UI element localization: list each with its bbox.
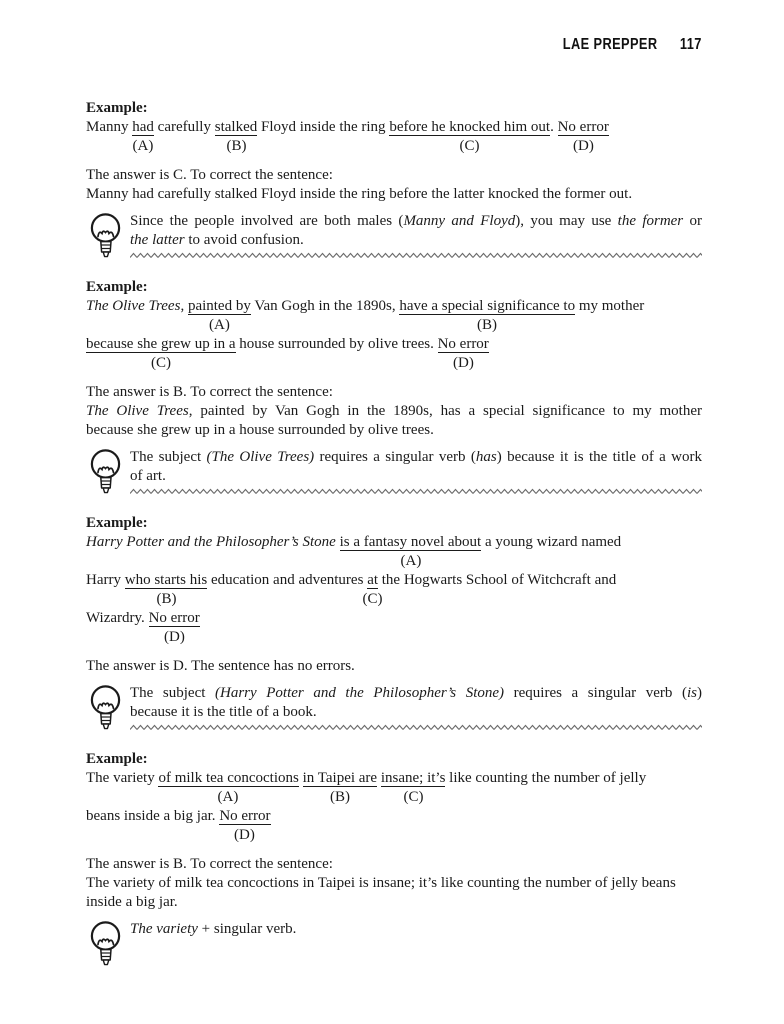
choice-label: (C)	[459, 138, 480, 154]
text-segment: ,	[180, 298, 188, 314]
text-segment: Van Gogh in the 1890s,	[250, 298, 400, 314]
choice-label-row	[86, 354, 702, 373]
question-line	[86, 807, 702, 826]
example-block	[86, 99, 702, 261]
choice-label-row	[86, 316, 702, 335]
text-segment: because it is the title of a book.	[130, 704, 317, 720]
choice-label: (C)	[403, 789, 424, 805]
example-block	[86, 750, 702, 969]
choice-label: (B)	[330, 789, 350, 805]
choice-label: (C)	[151, 355, 171, 371]
choice-label-row	[86, 552, 702, 571]
tip-box	[86, 684, 702, 733]
text-segment: The answer is C. To correct the sentence:	[86, 167, 333, 183]
underlined-segment: No error	[219, 808, 271, 824]
tip-text	[130, 684, 702, 731]
wavy-rule	[130, 252, 702, 259]
text-segment: beans inside a big jar.	[86, 808, 220, 824]
text-segment: a young wizard named	[481, 534, 622, 550]
question-line	[86, 769, 702, 788]
text-segment: )	[697, 685, 702, 701]
choice-label-row	[86, 590, 702, 609]
example-heading: Example:	[86, 279, 148, 295]
answer-line	[86, 893, 702, 912]
tip-box	[86, 212, 702, 261]
choice-label: (B)	[226, 138, 247, 154]
underlined-segment: stalked	[214, 119, 258, 135]
wavy-rule	[130, 724, 702, 731]
italic-segment: the latter	[130, 232, 185, 248]
choice-label-row	[86, 788, 702, 807]
tip-text	[130, 212, 702, 259]
text-segment: The answer is B. To correct the sentence:	[86, 856, 333, 872]
page-content	[86, 99, 702, 969]
text-segment: or	[683, 213, 702, 229]
text-segment: ), you may use	[515, 213, 618, 229]
lightbulb-icon	[88, 448, 124, 497]
text-segment: requires a singular verb (	[314, 449, 476, 465]
text-segment: education and adventures	[207, 572, 368, 588]
underlined-segment: had	[132, 119, 154, 135]
underlined-segment: before he knocked him out	[389, 119, 551, 135]
choice-label: (B)	[477, 317, 497, 333]
question-line	[86, 533, 702, 552]
choice-label: (D)	[164, 629, 185, 645]
choice-label: (A)	[209, 317, 230, 333]
text-segment: Floyd inside the ring	[257, 119, 390, 135]
page-header	[563, 36, 702, 54]
choice-label: (D)	[573, 138, 594, 154]
text-segment: carefully	[153, 119, 215, 135]
italic-segment: Harry Potter and the Philosopher’s Stone	[86, 534, 336, 550]
underlined-segment: is a fantasy novel about	[339, 534, 482, 550]
choice-label: (C)	[362, 591, 383, 607]
text-segment: The subject	[130, 449, 207, 465]
text-segment: requires a singular verb (	[504, 685, 687, 701]
text-segment: The variety of milk tea concoctions in Taipei is insane; it’s like counting the number of jelly beans	[86, 875, 676, 891]
underlined-segment: in Taipei are	[302, 770, 378, 786]
answer-line	[86, 855, 702, 874]
answer-line	[86, 166, 702, 185]
italic-segment: The variety	[130, 921, 198, 937]
italic-segment: is	[686, 685, 697, 701]
text-segment: the Hogwarts School of Witchcraft and	[378, 572, 617, 588]
italic-segment: The Olive Trees	[86, 298, 181, 314]
text-segment: .	[550, 119, 558, 135]
italic-segment: (The Olive Trees)	[206, 449, 315, 465]
text-segment: The variety	[86, 770, 159, 786]
choice-label: (D)	[234, 827, 255, 843]
tip-line	[130, 212, 702, 231]
text-segment: + singular verb.	[197, 921, 297, 937]
lightbulb-icon	[88, 684, 124, 733]
answer-block	[86, 166, 702, 204]
answer-line	[86, 402, 702, 421]
choice-label-row	[86, 137, 702, 156]
text-segment: The subject	[130, 685, 215, 701]
underlined-segment: at	[367, 572, 379, 588]
example-heading: Example:	[86, 751, 148, 767]
answer-block	[86, 657, 702, 676]
tip-line	[130, 703, 702, 722]
answer-block	[86, 383, 702, 440]
page-number: 117	[680, 36, 702, 53]
underlined-segment: No error	[148, 610, 200, 626]
lightbulb-icon	[88, 212, 124, 261]
tip-text	[130, 448, 702, 495]
underlined-segment: No error	[557, 119, 609, 135]
text-segment: like counting the number of jelly	[445, 770, 647, 786]
answer-line	[86, 874, 702, 893]
example-block	[86, 514, 702, 733]
text-segment: inside a big jar.	[86, 894, 178, 910]
question-line	[86, 118, 702, 137]
italic-segment: The Olive Trees	[86, 403, 189, 419]
text-segment: because she grew up in a house surrounded by olive trees.	[86, 422, 434, 438]
text-segment: The answer is B. To correct the sentence:	[86, 384, 333, 400]
text-segment: ) because it is the title of a work	[496, 449, 703, 465]
question-line	[86, 335, 702, 354]
underlined-segment: insane; it’s	[380, 770, 446, 786]
text-segment: Wizardry.	[86, 610, 149, 626]
choice-label-row	[86, 628, 702, 647]
underlined-segment: who starts his	[124, 572, 208, 588]
underlined-segment: because she grew up in a	[86, 336, 236, 352]
text-segment: to avoid confusion.	[184, 232, 304, 248]
tip-text	[130, 920, 702, 939]
text-segment: The answer is D. The sentence has no errors.	[86, 658, 355, 674]
italic-segment: has	[475, 449, 497, 465]
answer-line	[86, 383, 702, 402]
example-block	[86, 278, 702, 497]
underlined-segment: have a special significance to	[399, 298, 576, 314]
text-segment: Manny had carefully stalked Floyd inside the ring before the latter knocked the former out.	[86, 186, 633, 202]
lightbulb-icon	[88, 920, 124, 969]
choice-label: (A)	[217, 789, 239, 805]
tip-line	[130, 448, 702, 467]
underlined-segment: painted by	[187, 298, 251, 314]
italic-segment: Manny and Floyd	[403, 213, 516, 229]
tip-line	[130, 467, 702, 486]
question-line	[86, 297, 702, 316]
text-segment: of art.	[130, 468, 166, 484]
tip-box	[86, 448, 702, 497]
choice-label: (A)	[132, 138, 154, 154]
text-segment: Manny	[86, 119, 133, 135]
italic-segment: (Harry Potter and the Philosopher’s Stone)	[215, 685, 505, 701]
underlined-segment: of milk tea concoctions	[158, 770, 299, 786]
tip-line	[130, 684, 702, 703]
choice-label: (A)	[400, 553, 422, 569]
wavy-rule	[130, 488, 702, 495]
answer-line	[86, 185, 702, 204]
answer-block	[86, 855, 702, 912]
book-title: LAE PREPPER	[563, 36, 658, 53]
underlined-segment: No error	[437, 336, 489, 352]
text-segment: , painted by Van Gogh in the 1890s, has a special significance to my mother	[188, 403, 702, 419]
italic-segment: the former	[617, 213, 684, 229]
question-line	[86, 609, 702, 628]
text-segment: Harry	[86, 572, 125, 588]
text-segment: Since the people involved are both males (	[130, 213, 404, 229]
question-line	[86, 571, 702, 590]
answer-line	[86, 421, 702, 440]
tip-line	[130, 231, 702, 250]
choice-label: (B)	[156, 591, 177, 607]
text-segment: my mother	[575, 298, 645, 314]
example-heading: Example:	[86, 100, 148, 116]
choice-label: (D)	[453, 355, 474, 371]
example-heading: Example:	[86, 515, 148, 531]
tip-box	[86, 920, 702, 969]
text-segment: house surrounded by olive trees.	[235, 336, 438, 352]
tip-line	[130, 920, 702, 939]
answer-line	[86, 657, 702, 676]
choice-label-row	[86, 826, 702, 845]
